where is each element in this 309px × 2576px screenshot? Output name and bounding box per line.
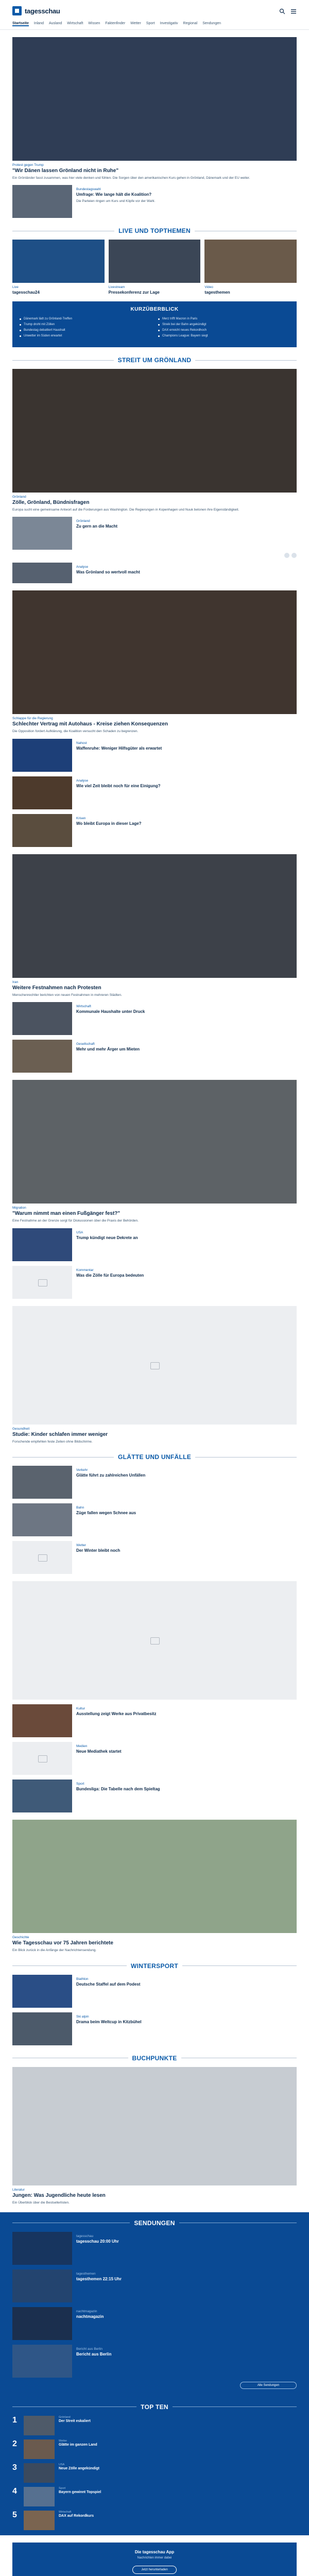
nav-item[interactable]: Wetter	[130, 22, 141, 25]
section-title: BUCHPUNKTE	[132, 2054, 177, 2062]
topten-title[interactable]: DAX auf Rekordkurs	[59, 2514, 94, 2518]
sendungen-band	[0, 2212, 309, 2397]
teaser-image[interactable]	[12, 1780, 72, 1812]
teaser-title[interactable]: Umfrage: Wie lange hält die Koalition?	[76, 192, 152, 197]
teaser-image[interactable]	[12, 1503, 72, 1536]
nav-item[interactable]: Wirtschaft	[67, 22, 83, 25]
teaser-row[interactable]	[0, 517, 309, 550]
kurz-item[interactable]: Trump droht mit Zöllen	[20, 323, 151, 326]
hero-text: Ein Grönländer fasst zusammen, was hier viele denken und fühlen. Die Sorgen über den amerikanischen Kurs gehen in Grönland, Dänemark und der EU weiter.	[12, 176, 250, 180]
feature-title[interactable]: Schlechter Vertrag mit Autohaus - Kreise ziehen Konsequenzen	[12, 721, 168, 727]
topten-image[interactable]	[24, 2511, 55, 2530]
feature-title[interactable]: Weitere Festnahmen nach Protesten	[12, 985, 101, 991]
feature-title[interactable]: Wie Tagesschau vor 75 Jahren berichtete	[12, 1940, 113, 1946]
feature-text: Menschenrechtler berichten von neuen Festnahmen in mehreren Städten.	[12, 993, 122, 997]
teaser-title[interactable]: Wie viel Zeit bleibt noch für eine Einigung?	[76, 783, 161, 788]
teaser-row[interactable]	[0, 1002, 309, 1035]
buch-image[interactable]	[12, 2067, 297, 2185]
teaser-row[interactable]	[0, 1466, 309, 1499]
sendung-image[interactable]	[12, 2232, 72, 2265]
teaser-kicker: Wirtschaft	[76, 1005, 91, 1009]
feature-title[interactable]: "Warum nimmt man einen Fußgänger fest?"	[12, 1211, 121, 1217]
image-placeholder[interactable]	[12, 1581, 297, 1700]
teaser-title[interactable]: Wo bleibt Europa in dieser Lage?	[76, 821, 142, 826]
teaser-kicker: Nahost	[76, 741, 87, 745]
teaser-kicker: Bundestagswahl	[76, 188, 101, 192]
teaser-title[interactable]: Bundesliga: Die Tabelle nach dem Spieltag	[76, 1787, 160, 1792]
topten-image[interactable]	[24, 2439, 55, 2459]
live-card-kicker: Livestream	[108, 285, 125, 290]
topten-item[interactable]	[12, 2439, 297, 2459]
topten-kicker: Grönland	[59, 2415, 71, 2419]
live-card-image[interactable]	[12, 240, 105, 283]
hero-image[interactable]	[12, 37, 297, 161]
section-title: SENDUNGEN	[134, 2219, 175, 2227]
teaser-kicker: Bahn	[76, 1506, 84, 1510]
sendung-image[interactable]	[12, 2307, 72, 2340]
teaser-image-placeholder[interactable]	[12, 1742, 72, 1775]
app-promo-subtitle: Nachrichten immer dabei	[137, 2556, 172, 2560]
teaser-image-placeholder[interactable]	[12, 1541, 72, 1574]
sendung-kicker: tagesthemen	[76, 2272, 96, 2276]
live-card[interactable]	[12, 240, 105, 295]
kurz-item[interactable]: Merz trifft Macron in Paris	[158, 317, 289, 320]
teaser-image[interactable]	[12, 563, 72, 583]
sendung-kicker: nachtmagazin	[76, 2309, 97, 2313]
teaser-kicker: Biathlon	[76, 1977, 89, 1981]
live-card-image[interactable]	[109, 240, 201, 283]
sendung-title[interactable]: nachtmagazin	[76, 2314, 104, 2319]
topten-image[interactable]	[24, 2487, 55, 2506]
feature-kicker: Geschichte	[12, 1936, 29, 1940]
sendung-image[interactable]	[12, 2345, 72, 2378]
topten-band	[0, 2397, 309, 2535]
feature-image[interactable]	[12, 854, 297, 978]
search-icon[interactable]	[279, 8, 285, 14]
nav-item[interactable]: Faktenfinder	[105, 22, 126, 25]
teaser-image[interactable]	[12, 1704, 72, 1737]
live-card-title[interactable]: tagesthemen	[204, 290, 230, 295]
nav-item[interactable]: Inland	[33, 22, 44, 25]
nav-item[interactable]: Sendungen	[202, 22, 221, 25]
teaser-row[interactable]	[0, 2012, 309, 2045]
teaser-kicker: Sport	[76, 1782, 84, 1786]
feature-text: Ein Blick zurück in die Anfänge der Nachrichtensendung.	[12, 1948, 97, 1953]
carousel-dots	[0, 550, 309, 558]
teaser-title[interactable]: Trump kündigt neue Dekrete an	[76, 1235, 138, 1240]
kurz-item[interactable]: Dänemark lädt zu Grönland-Treffen	[20, 317, 151, 320]
logo-text[interactable]: tagesschau	[25, 7, 60, 15]
teaser-image[interactable]	[12, 739, 72, 772]
teaser-title[interactable]: Neue Mediathek startet	[76, 1749, 122, 1754]
teaser-image[interactable]	[12, 185, 72, 218]
teaser-kicker: Ski alpin	[76, 2014, 89, 2019]
teaser-title[interactable]: Zu gern an die Macht	[76, 524, 118, 529]
teaser-title[interactable]: Deutsche Staffel auf dem Podest	[76, 1981, 141, 1987]
teaser-row[interactable]	[0, 1780, 309, 1812]
feature-text: Forschende empfehlen feste Zeiten ohne Bildschirme.	[12, 1439, 93, 1444]
teaser-row[interactable]	[0, 1266, 309, 1299]
teaser-kicker: Grönland	[76, 519, 90, 523]
carousel-prev-button[interactable]	[284, 553, 289, 558]
live-cards	[0, 240, 309, 295]
sendung-kicker: tagesschau	[76, 2234, 94, 2238]
topten-rank: 1	[12, 2415, 17, 2425]
live-card[interactable]	[109, 240, 201, 295]
teaser-title[interactable]: Waffenruhe: Weniger Hilfsgüter als erwartet	[76, 745, 162, 751]
teaser-row[interactable]	[0, 1975, 309, 2008]
teaser-kicker: Gesellschaft	[76, 1042, 95, 1046]
teaser-title[interactable]: Der Winter bleibt noch	[76, 1548, 121, 1553]
topten-rank: 3	[12, 2463, 17, 2472]
feature-kicker: Migration	[12, 1206, 26, 1210]
nav-item[interactable]: Investigativ	[160, 22, 178, 25]
teaser-image[interactable]	[12, 1002, 72, 1035]
sendung-row[interactable]	[0, 2269, 309, 2302]
sendung-title[interactable]: tagesschau 20:00 Uhr	[76, 2239, 119, 2244]
teaser-title[interactable]: Mehr und mehr Ärger um Mieten	[76, 1047, 140, 1052]
section-heading-glatte	[12, 1453, 297, 1461]
section-title: WINTERSPORT	[131, 1962, 178, 1970]
topten-item[interactable]	[12, 2463, 297, 2483]
teaser-row[interactable]	[0, 1704, 309, 1737]
section-heading-live	[12, 227, 297, 234]
groenland-text: Europa sucht eine gemeinsame Antwort auf die Forderungen aus Washington. Die Regierungen in Kopenhagen und Nuuk betonen ihre Eigenständigkeit.	[12, 508, 239, 512]
topten-item[interactable]	[12, 2487, 297, 2506]
teaser-image[interactable]	[12, 2012, 72, 2045]
teaser-kicker: Analyse	[76, 565, 89, 569]
buch-title[interactable]: Jungen: Was Jugendliche heute lesen	[12, 2192, 106, 2198]
nav-item[interactable]: Ausland	[48, 22, 62, 25]
sendung-row[interactable]	[0, 2232, 309, 2265]
feature-kicker: Schlappe für die Regierung	[12, 717, 53, 721]
menu-icon[interactable]	[290, 8, 297, 14]
placeholder-block[interactable]	[0, 1581, 309, 1700]
groenland-image[interactable]	[12, 369, 297, 493]
teaser-row[interactable]	[0, 1541, 309, 1574]
topten-image[interactable]	[24, 2416, 55, 2435]
kurz-item[interactable]: Unwetter im Süden erwartet	[20, 334, 151, 337]
kurz-item[interactable]: Streik bei der Bahn angekündigt	[158, 323, 289, 326]
kurz-item[interactable]: Champions League: Bayern siegt	[158, 334, 289, 337]
teaser-row[interactable]	[0, 1040, 309, 1073]
teaser-image[interactable]	[12, 814, 72, 847]
topten-kicker: Wirtschaft	[59, 2510, 72, 2514]
app-download-button[interactable]: Jetzt herunterladen	[132, 2566, 176, 2574]
sendung-kicker: Bericht aus Berlin	[76, 2347, 102, 2351]
sendung-image[interactable]	[12, 2269, 72, 2302]
feature-text: Die Opposition fordert Aufklärung, die Koalition versucht den Schaden zu begrenzen.	[12, 730, 139, 734]
sendung-title[interactable]: tagesthemen 22:15 Uhr	[76, 2276, 122, 2281]
teaser-image[interactable]	[12, 1040, 72, 1073]
feature-image-placeholder[interactable]	[12, 1306, 297, 1425]
teaser-row[interactable]	[0, 776, 309, 809]
feature-kicker: Gesundheit	[12, 1427, 30, 1431]
teaser-kicker: Analyse	[76, 778, 89, 783]
live-card-image[interactable]	[204, 240, 297, 283]
kurzuberblick-box	[12, 301, 297, 347]
buch-kicker: Literatur	[12, 2188, 25, 2192]
feature-text: Eine Festnahme an der Grenze sorgt für Diskussionen über die Praxis der Behörden.	[12, 1219, 139, 1223]
feature-teaser[interactable]	[0, 1820, 309, 1953]
teaser-row[interactable]	[0, 563, 309, 583]
teaser-image[interactable]	[12, 1466, 72, 1499]
app-promo	[12, 2543, 297, 2576]
section-title: LIVE UND TOPTHEMEN	[118, 227, 191, 235]
feature-image[interactable]	[12, 1820, 297, 1933]
teaser-row[interactable]	[0, 1742, 309, 1775]
live-card-title[interactable]: Pressekonferenz zur Lage	[108, 290, 160, 295]
teaser-row[interactable]	[0, 185, 309, 218]
app-promo-title: Die tagesschau App	[134, 2549, 175, 2554]
hero-title[interactable]: "Wir Dänen lassen Grönland nicht in Ruhe"	[12, 168, 119, 174]
section-title: STREIT UM GRÖNLAND	[117, 357, 192, 364]
teaser-kicker: Kultur	[76, 1707, 85, 1711]
feature-image[interactable]	[12, 1080, 297, 1204]
section-heading-winter	[12, 1962, 297, 1970]
nav-item[interactable]: Sport	[146, 22, 155, 25]
topten-kicker: USA	[59, 2463, 65, 2466]
teaser-text: Die Parteien ringen um Kurs und Köpfe vor der Wahl.	[76, 199, 156, 204]
live-card[interactable]	[204, 240, 297, 295]
live-card-kicker: Video	[204, 285, 213, 290]
feature-title[interactable]: Studie: Kinder schlafen immer weniger	[12, 1431, 108, 1437]
topten-item[interactable]	[12, 2416, 297, 2435]
teaser-title[interactable]: Was die Zölle für Europa bedeuten	[76, 1273, 144, 1278]
topten-kicker: Sport	[59, 2486, 66, 2490]
sendung-row[interactable]	[0, 2345, 309, 2378]
buch-teaser[interactable]	[0, 2067, 309, 2205]
kurz-item[interactable]: Bundestag debattiert Haushalt	[20, 329, 151, 332]
main-nav	[12, 22, 297, 26]
topten-title[interactable]: Neue Zölle angekündigt	[59, 2466, 99, 2470]
teaser-title[interactable]: Was Grönland so wertvoll macht	[76, 570, 140, 575]
feature-kicker: Iran	[12, 980, 19, 984]
teaser-title[interactable]: Drama beim Weltcup in Kitzbühel	[76, 2019, 142, 2024]
groenland-title[interactable]: Zölle, Grönland, Bündnisfragen	[12, 500, 90, 506]
section-title: TOP TEN	[141, 2403, 168, 2411]
nav-item[interactable]: Regional	[183, 22, 198, 25]
teaser-row[interactable]	[0, 1228, 309, 1261]
topten-title[interactable]: Bayern gewinnt Topspiel	[59, 2490, 101, 2494]
topten-rank: 5	[12, 2510, 17, 2519]
teaser-title[interactable]: Glätte führt zu zahlreichen Unfällen	[76, 1473, 146, 1478]
teaser-image[interactable]	[12, 776, 72, 809]
topten-rank: 2	[12, 2439, 17, 2448]
section-title: GLÄTTE UND UNFÄLLE	[117, 1453, 192, 1461]
groenland-kicker: Grönland	[12, 495, 26, 499]
section-heading-buch	[12, 2055, 297, 2062]
groenland-lead[interactable]	[0, 369, 309, 512]
topten-kicker: Wetter	[59, 2439, 67, 2443]
section-heading-sendungen	[12, 2212, 297, 2227]
kurz-item[interactable]: DAX erreicht neues Rekordhoch	[158, 329, 289, 332]
teaser-kicker: Wetter	[76, 1544, 87, 1548]
teaser-image[interactable]	[12, 517, 72, 550]
sendung-title[interactable]: Bericht aus Berlin	[76, 2351, 112, 2357]
teaser-kicker: Verkehr	[76, 1468, 88, 1472]
logo-icon[interactable]	[12, 6, 22, 15]
feature-teaser[interactable]	[0, 1306, 309, 1444]
carousel-next-button[interactable]	[291, 553, 297, 558]
teaser-image[interactable]	[12, 1228, 72, 1261]
topten-item[interactable]	[12, 2511, 297, 2530]
live-card-title[interactable]: tagesschau24	[12, 290, 40, 295]
live-card-kicker: Live	[12, 285, 19, 290]
hero-kicker: Protest gegen Trump	[12, 163, 44, 167]
topten-rank: 4	[12, 2486, 17, 2496]
site-header	[0, 0, 309, 30]
section-heading-groenland	[12, 357, 297, 364]
section-heading-topten	[12, 2397, 297, 2411]
buch-text: Ein Überblick über die Bestsellerlisten.	[12, 2200, 70, 2205]
kurzuberblick-title: KURZÜBERBLICK	[130, 307, 179, 313]
teaser-kicker: Krisen	[76, 816, 86, 820]
nav-item[interactable]: Startseite	[12, 22, 29, 25]
sendungen-more-button[interactable]: Alle Sendungen	[240, 2382, 297, 2389]
topten-title[interactable]: Der Streit eskaliert	[59, 2419, 91, 2423]
teaser-row[interactable]	[0, 739, 309, 772]
feature-teaser[interactable]	[0, 1080, 309, 1223]
teaser-image[interactable]	[12, 1975, 72, 2008]
teaser-title[interactable]: Ausstellung zeigt Werke aus Privatbesitz	[76, 1711, 157, 1717]
teaser-kicker: Kommentar	[76, 1268, 94, 1272]
teaser-row[interactable]	[0, 1503, 309, 1536]
hero-teaser[interactable]	[0, 37, 309, 180]
feature-teaser[interactable]	[0, 854, 309, 997]
teaser-kicker: Medien	[76, 1744, 88, 1749]
teaser-row[interactable]	[0, 814, 309, 847]
feature-image[interactable]	[12, 590, 297, 714]
teaser-image-placeholder[interactable]	[12, 1266, 72, 1299]
teaser-title[interactable]: Züge fallen wegen Schnee aus	[76, 1511, 136, 1516]
topten-image[interactable]	[24, 2463, 55, 2483]
topten-title[interactable]: Glätte im ganzen Land	[59, 2443, 97, 2447]
teaser-title[interactable]: Kommunale Haushalte unter Druck	[76, 1009, 145, 1014]
feature-teaser[interactable]	[0, 590, 309, 734]
nav-item[interactable]: Wissen	[88, 22, 100, 25]
teaser-kicker: USA	[76, 1230, 83, 1234]
sendung-row[interactable]	[0, 2307, 309, 2340]
